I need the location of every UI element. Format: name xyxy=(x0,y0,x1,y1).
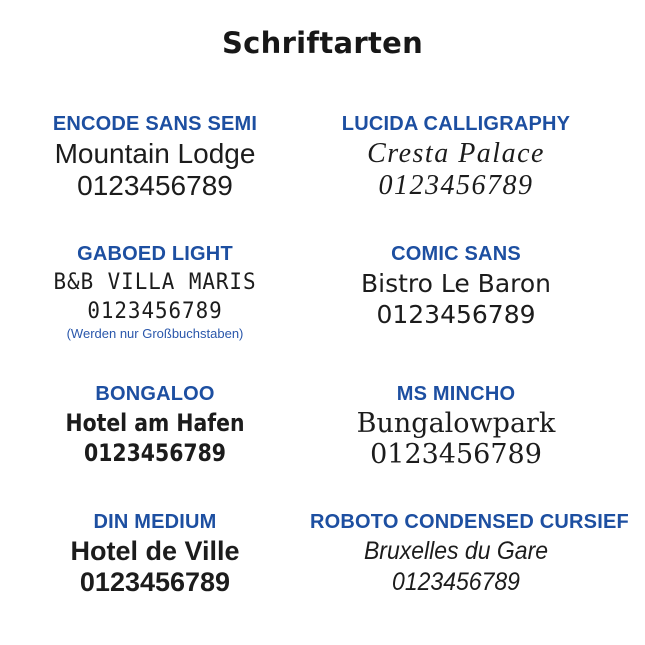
font-sample-text: B&B VILLA MARIS xyxy=(53,270,257,295)
font-sample-digits: 0123456789 xyxy=(79,567,231,597)
font-card-din-medium xyxy=(0,508,310,598)
font-card-lucida-calligraphy xyxy=(310,110,602,202)
font-sample-digits: 0123456789 xyxy=(376,300,536,329)
font-sample-text: Hotel de Ville xyxy=(70,536,240,566)
font-name-heading: ENCODE SANS SEMI xyxy=(52,113,258,135)
font-name-heading: MS MINCHO xyxy=(396,383,516,405)
font-sample-text: Bruxelles du Gare xyxy=(363,537,549,565)
font-card-roboto-condensed-cursief xyxy=(310,508,629,598)
font-card-gaboed-light xyxy=(0,240,310,342)
font-sample-digits: 0123456789 xyxy=(378,170,534,201)
font-name-heading: COMIC SANS xyxy=(391,243,521,265)
font-name-heading: DIN MEDIUM xyxy=(93,511,217,533)
font-name-heading: LUCIDA CALLIGRAPHY xyxy=(341,113,571,135)
font-sample-text: Mountain Lodge xyxy=(54,138,256,169)
font-card-comic-sans xyxy=(310,240,602,342)
font-sample-text: Cresta Palace xyxy=(367,138,545,169)
font-sample-text: Bistro Le Baron xyxy=(360,269,552,298)
font-sample-text: Hotel am Hafen xyxy=(65,409,245,437)
font-name-heading: BONGALOO xyxy=(95,383,215,405)
font-sample-digits: 0123456789 xyxy=(392,568,520,596)
font-sample-digits: 0123456789 xyxy=(87,299,223,324)
font-sample-digits: 0123456789 xyxy=(370,439,542,470)
font-sample-text: Bungalowpark xyxy=(356,408,556,439)
font-note: (Werden nur Großbuchstaben) xyxy=(66,326,244,341)
font-card-bongaloo xyxy=(0,380,310,470)
font-name-heading: ROBOTO CONDENSED CURSIEF xyxy=(310,511,629,533)
font-card-ms-mincho xyxy=(310,380,602,470)
font-sample-digits: 0123456789 xyxy=(84,439,226,467)
font-name-heading: GABOED LIGHT xyxy=(77,243,233,265)
font-card-encode-sans-semi xyxy=(0,110,310,202)
page-title: Schriftarten xyxy=(221,26,424,60)
font-sample-digits: 0123456789 xyxy=(77,170,233,201)
font-sample-grid xyxy=(0,110,645,598)
